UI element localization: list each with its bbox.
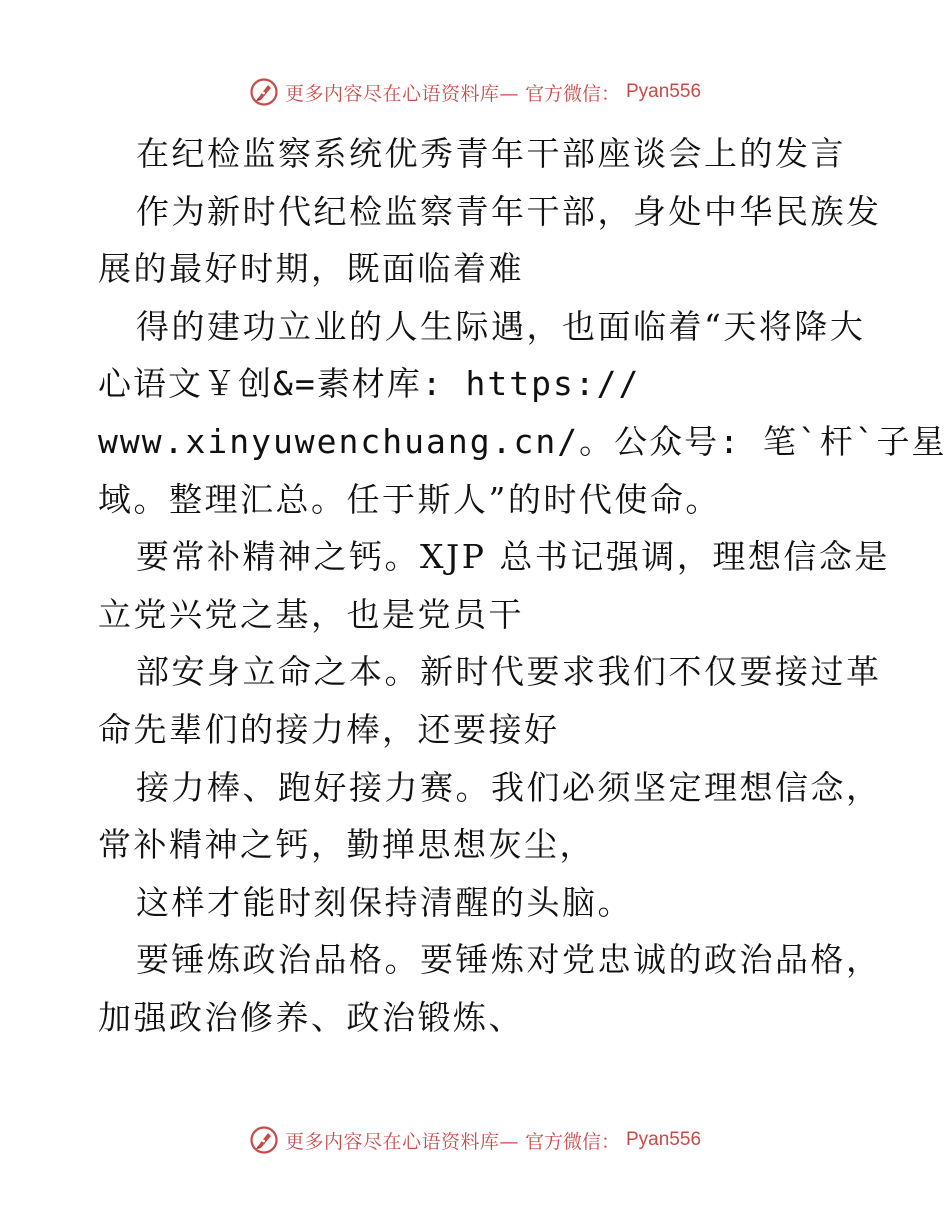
banner-site-text: 更多内容尽在心语资料库— [284,82,519,105]
document-title: 在纪检监察系统优秀青年干部座谈会上的发言 [136,134,846,173]
footer-banner [0,1120,950,1160]
paragraph-line: 加强政治修养、政治锻炼、 [98,997,524,1037]
paragraph-line: 域。整理汇总。任于斯人”的时代使命。 [98,479,721,519]
paragraph-line: 部安身立命之本。新时代要求我们不仅要接过革 [136,652,882,692]
banner-site-text: 更多内容尽在心语资料库— [284,1130,519,1153]
banner-wechat-id: Pyan556 [626,81,702,102]
paragraph-line: 心语文￥创&=素材库: https:// [98,364,641,404]
paragraph-line: 作为新时代纪检监察青年干部，身处中华民族发 [136,191,882,231]
paragraph-line: www.xinyuwenchuang.cn/。公众号: 笔`杆`子星 [98,421,947,461]
banner-contact-label: 官方微信： [524,1130,620,1153]
paragraph-line: 接力棒、跑好接力赛。我们必须坚定理想信念， [136,767,882,807]
document-body [98,125,947,1047]
paragraph-line: 得的建功立业的人生际遇，也面临着“天将降大 [136,306,866,346]
paragraph-line: 常补精神之钙，勤掸思想灰尘， [98,825,595,865]
paragraph-line: 命先辈们的接力棒，还要接好 [98,709,560,749]
banner-contact-label: 官方微信： [524,82,620,105]
paragraph-line: 要常补精神之钙。XJP 总书记强调，理想信念是 [136,537,890,577]
header-banner-content [249,77,701,107]
footer-banner-content [249,1125,701,1155]
paragraph-line: 要锤炼政治品格。要锤炼对党忠诚的政治品格， [136,940,882,980]
pen-nib-circle-logo-icon [249,1125,279,1155]
banner-wechat-id: Pyan556 [626,1129,702,1150]
header-banner [0,72,950,112]
paragraph-line: 展的最好时期，既面临着难 [98,249,524,289]
paragraph-line: 这样才能时刻保持清醒的头脑。 [136,882,633,922]
paragraph-line: 立党兴党之基，也是党员干 [98,594,524,634]
pen-nib-circle-logo-icon [249,77,279,107]
